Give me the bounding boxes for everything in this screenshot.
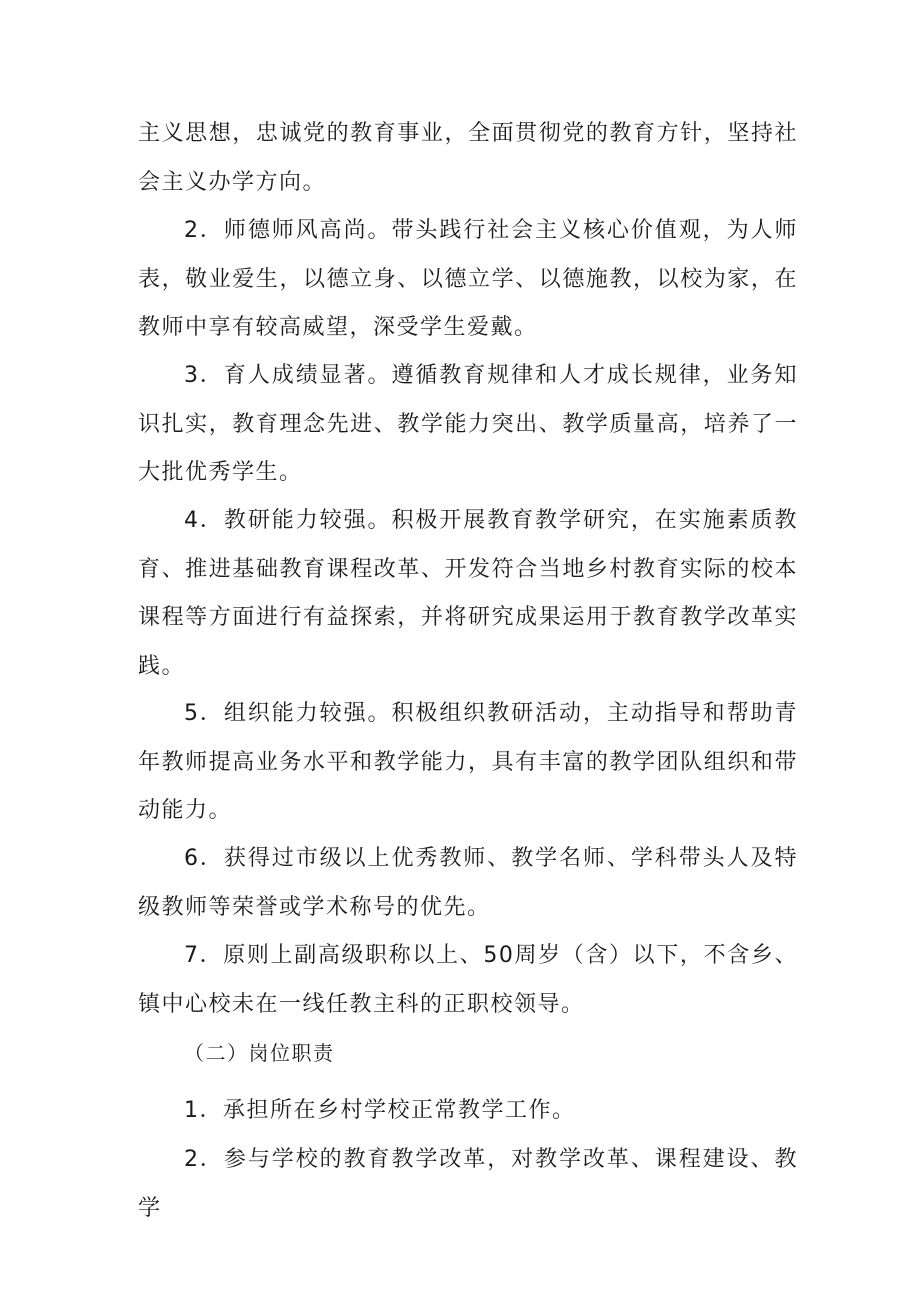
paragraph-item-4: 4．教研能力较强。积极开展教育教学研究，在实施素质教育、推进基础教育课程改革、开发符合当地乡村教育实际的校本课程等方面进行有益探索，并将研究成果运用于教育教学改革实践。	[138, 508, 798, 679]
duty-item-1: 1．承担所在乡村学校正常教学工作。	[184, 1098, 576, 1123]
paragraph-item-7: 7．原则上副高级职称以上、50周岁（含）以下，不含乡、镇中心校未在一线任教主科的正职校领导。	[138, 943, 798, 1017]
section-heading: （二）岗位职责	[184, 1041, 335, 1065]
paragraph-item-5: 5．组织能力较强。积极组织教研活动，主动指导和帮助青年教师提高业务水平和教学能力，具有丰富的教学团队组织和带动能力。	[138, 701, 798, 823]
paragraph-item-3: 3．育人成绩显著。遵循教育规律和人才成长规律，业务知识扎实，教育理念先进、教学能力突出、教学质量高，培养了一大批优秀学生。	[138, 363, 798, 485]
paragraph-item-6: 6．获得过市级以上优秀教师、教学名师、学科带头人及特级教师等荣誉或学术称号的优先。	[138, 846, 798, 920]
paragraph-item-2: 2．师德师风高尚。带头践行社会主义核心价值观，为人师表，敬业爱生，以德立身、以德立学、以德施教，以校为家，在教师中享有较高威望，深受学生爱戴。	[138, 218, 798, 340]
paragraph-continuation: 主义思想，忠诚党的教育事业，全面贯彻党的教育方针，坚持社会主义办学方向。	[138, 121, 798, 195]
duty-item-2: 2．参与学校的教育教学改革，对教学改革、课程建设、教学	[138, 1147, 798, 1221]
